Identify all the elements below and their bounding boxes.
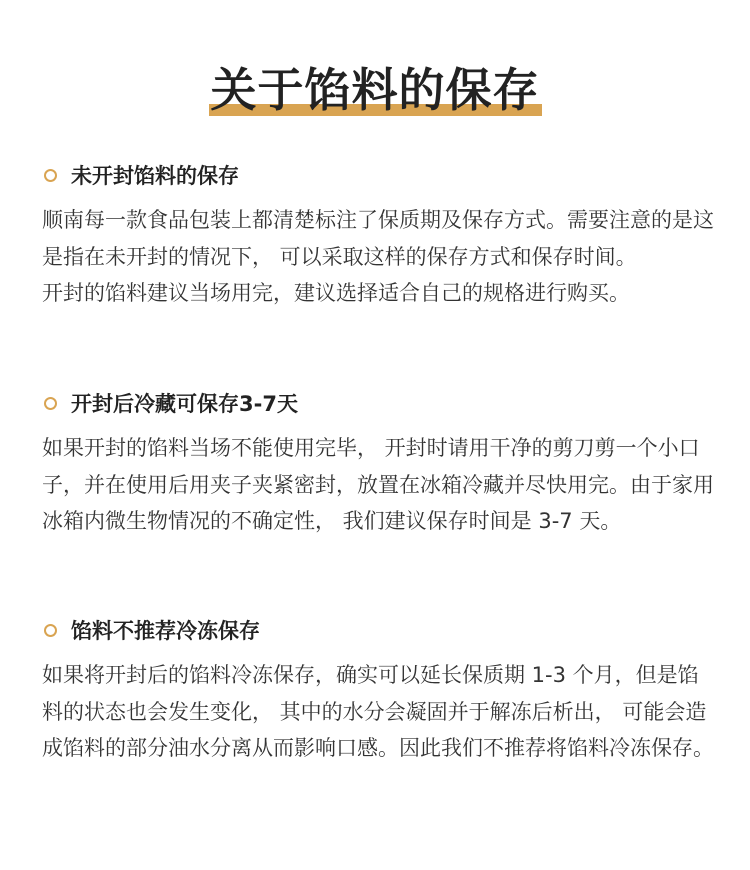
section-unopened-storage — [42, 160, 714, 312]
section-heading: 馅料不推荐冷冻保存 — [71, 619, 260, 643]
section-refrigerated-storage — [42, 388, 714, 540]
section-paragraph: 顺南每一款食品包装上都清楚标注了保质期及保存方式。需要注意的是这是指在未开封的情况下， 可以采取这样的保存方式和保存时间。 — [42, 208, 714, 269]
section-paragraph: 如果将开封后的馅料冷冻保存，确实可以延长保质期 1-3 个月，但是馅料的状态也会发生变化， 其中的水分会凝固并于解冻后析出， 可能会造成馅料的部分油水分离从而影响口感。因此我们不推荐将馅料冷冻保存。 — [42, 663, 714, 760]
section-heading: 未开封馅料的保存 — [71, 164, 239, 188]
section-heading: 开封后冷藏可保存3-7天 — [71, 392, 298, 416]
section-body — [42, 430, 714, 540]
section-header — [42, 388, 714, 418]
section-paragraph: 开封的馅料建议当场用完，建议选择适合自己的规格进行购买。 — [42, 281, 630, 305]
page-title — [209, 62, 542, 118]
section-paragraph: 如果开封的馅料当场不能使用完毕， 开封时请用干净的剪刀剪一个小口子，并在使用后用夹子夹紧密封，放置在冰箱冷藏并尽快用完。由于家用冰箱内微生物情况的不确定性， 我们建议保存时间是 3-7 天。 — [42, 436, 714, 533]
title-container — [0, 62, 750, 118]
section-header — [42, 160, 714, 190]
section-header — [42, 615, 714, 645]
circle-outline-icon — [44, 397, 57, 410]
section-freezing-not-recommended — [42, 615, 714, 767]
section-body — [42, 657, 714, 767]
page-title-text: 关于馅料的保存 — [210, 63, 540, 117]
circle-outline-icon — [44, 169, 57, 182]
section-body — [42, 202, 714, 312]
circle-outline-icon — [44, 624, 57, 637]
